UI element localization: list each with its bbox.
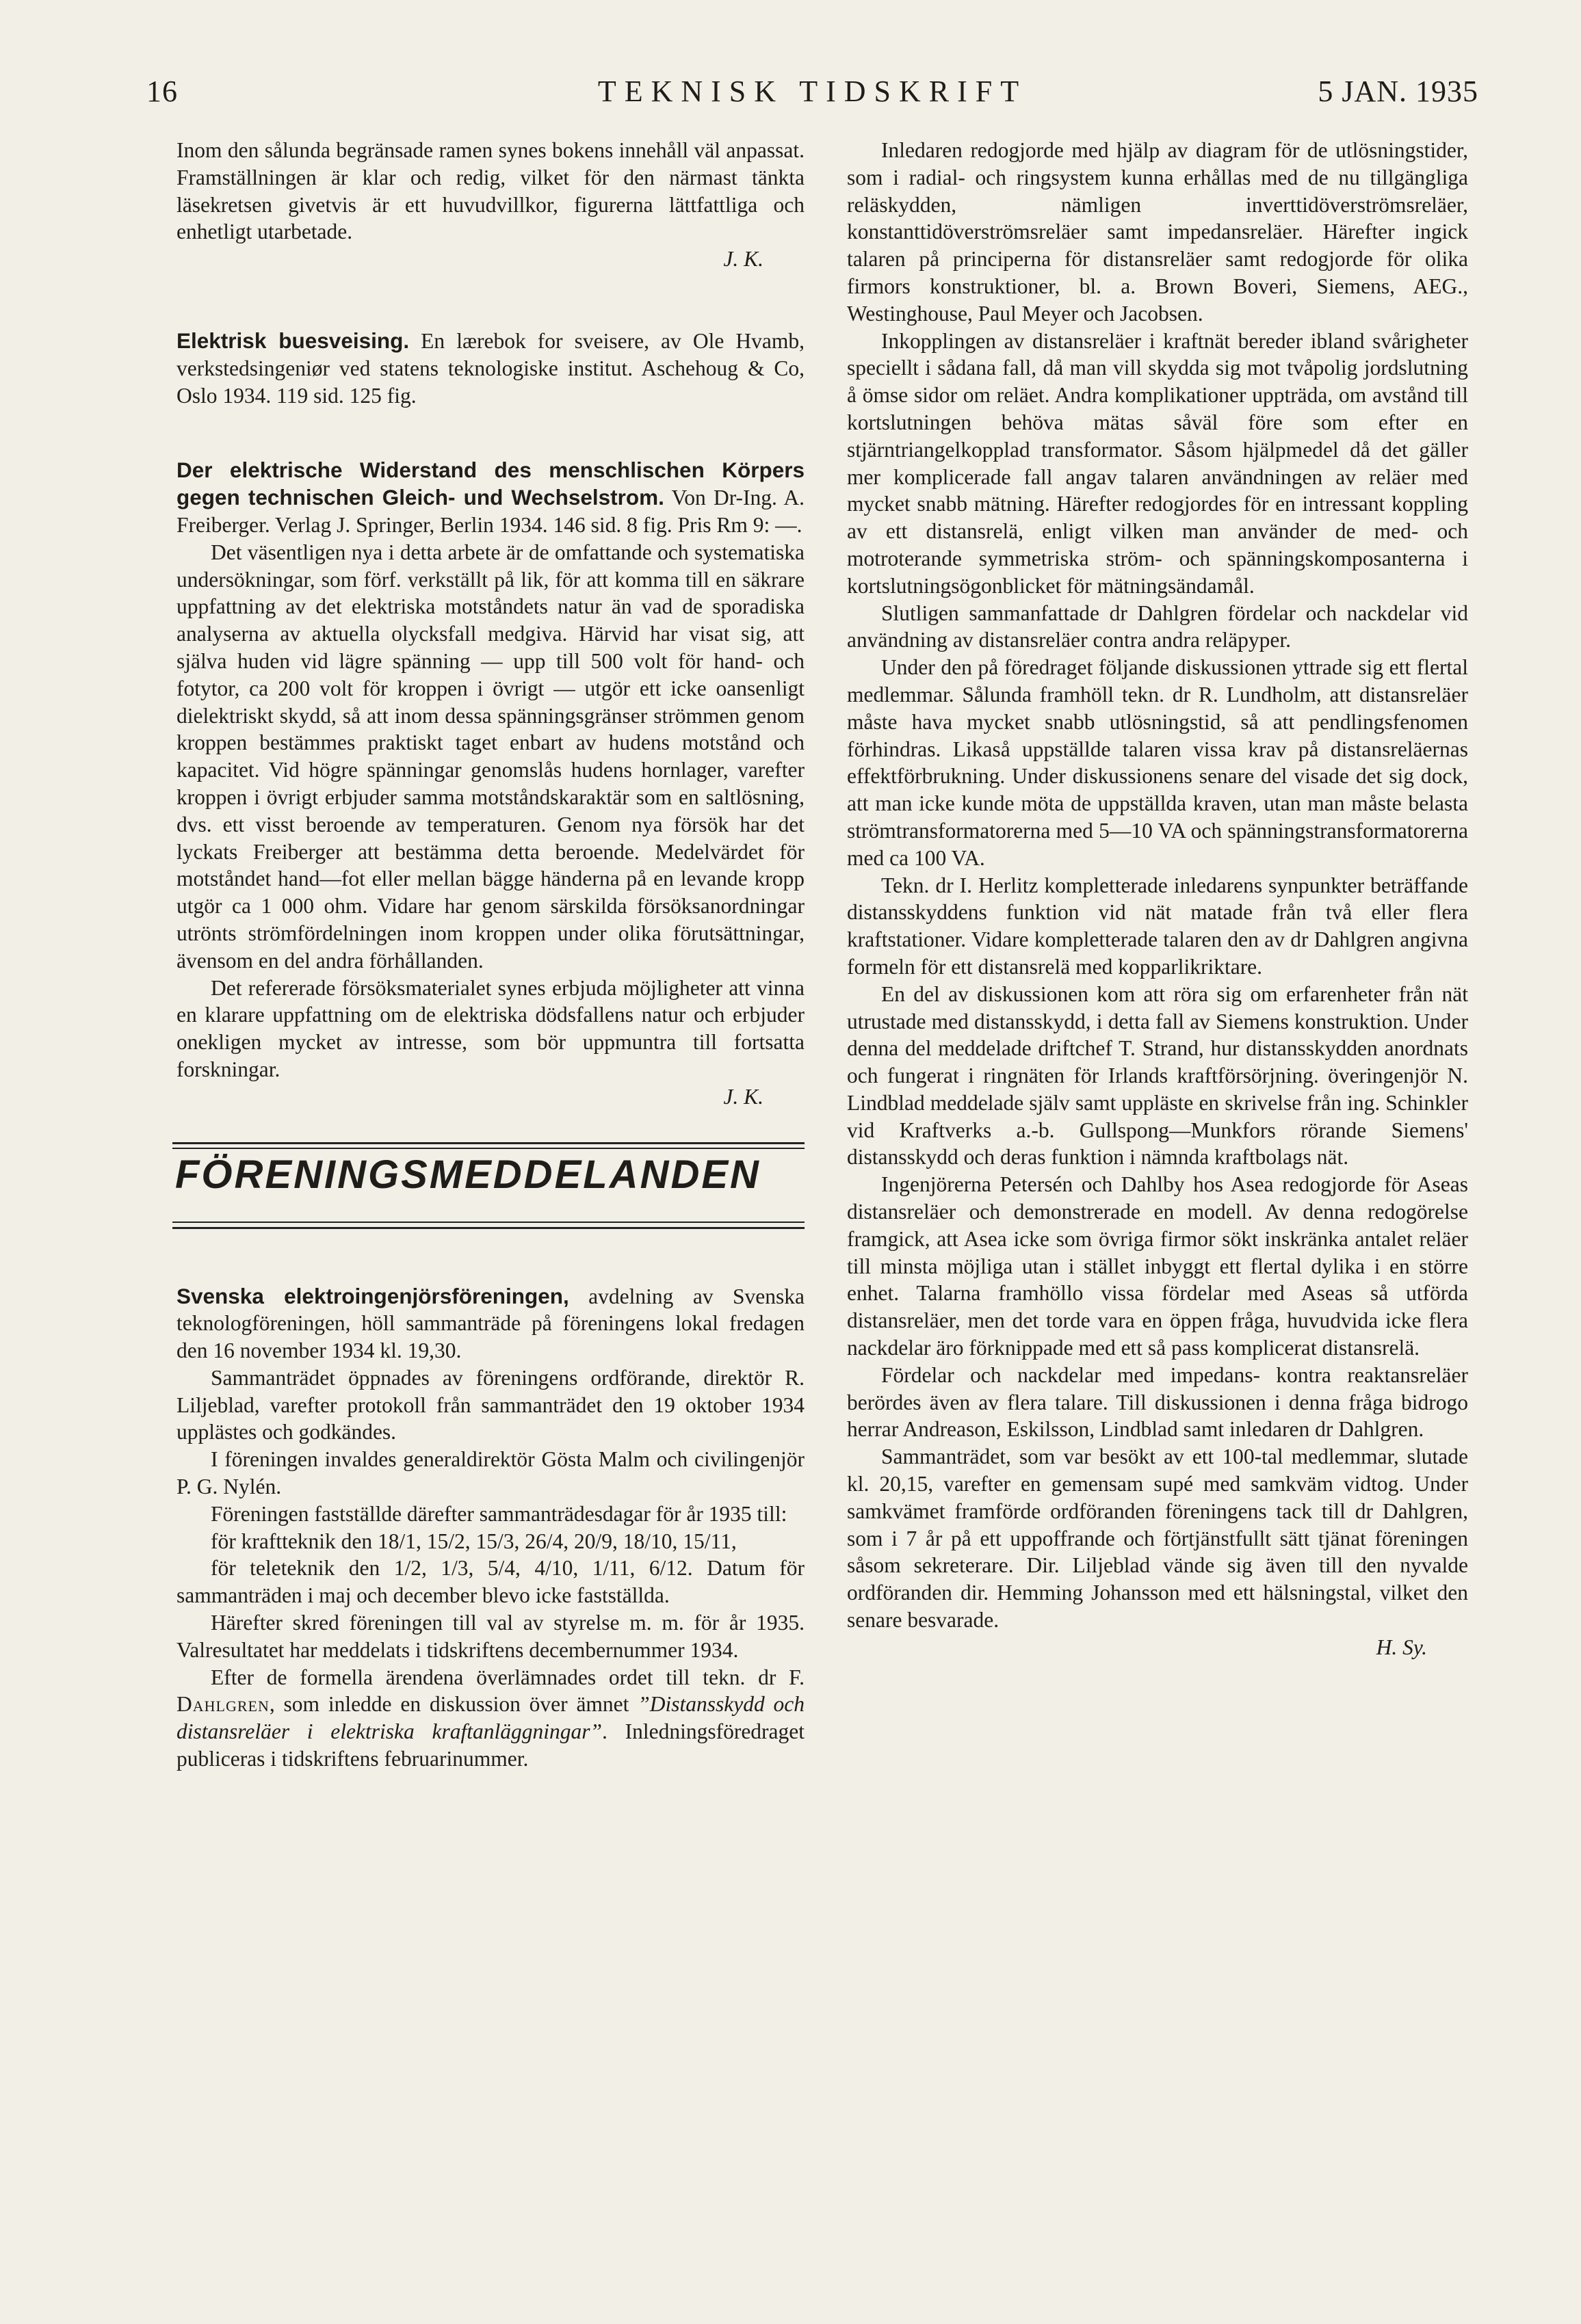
book-review-buesveising [177, 328, 805, 409]
lecture-topic: ”Distansskydd och distansreläer i elektriska kraftanläggningar” [177, 1692, 805, 1744]
divider [172, 1227, 805, 1229]
paragraph: Inledaren redogjorde med hjälp av diagram för de utlösningstider, som i radial- och ringsystem kunna erhållas med de nu tillgängliga reläskydden, nämligen inverttidöverströmsreläer, konstanttidöverströmsreläer samt impedansreläer. Härefter ingick talaren på principerna för distansreläer samt redogjorde för olika firmors konstruktioner, bl. a. Brown Boveri, Siemens, AEG., Westinghouse, Paul Meyer och Jacobsen. [847, 138, 1468, 326]
divider [172, 1222, 805, 1223]
paragraph: Fördelar och nackdelar med impedans- kontra reaktansreläer berördes även av flera talare. Till diskussionen i denna fråga bidrogo herrar Andreason, Eskilsson, Lindblad samt inledaren dr Dahlgren. [847, 1362, 1468, 1442]
right-column [847, 137, 1468, 1661]
paragraph: Sammanträdet öppnades av föreningens ordförande, direktör R. Liljeblad, varefter protokoll från sammanträdet den 19 oktober 1934 upplästes och godkändes. [177, 1365, 805, 1444]
divider [172, 1148, 805, 1149]
reporter-signature: H. Sy. [1376, 1635, 1427, 1659]
paragraph: Tekn. dr I. Herlitz kompletterade inledarens synpunkter beträffande distansskyddens funktion vid nät matade från två eller flera kraftstationer. Vidare kompletterade talaren den av dr Dahlgren angivna formeln för ett distansrelä med kopparlikriktare. [847, 873, 1468, 979]
book-details: En lærebok for sveisere, av Ole Hvamb, verkstedsingeniør ved statens teknologiske institut. Aschehoug & Co, Oslo 1934. 119 sid. 125 fig. [177, 328, 805, 408]
paragraph: för kraftteknik den 18/1, 15/2, 15/3, 26/4, 20/9, 18/10, 15/11, [211, 1529, 737, 1553]
divider [172, 1142, 805, 1144]
paragraph: Slutligen sammanfattade dr Dahlgren fördelar och nackdelar vid användning av distansreläer contra andra reläpyper. [847, 600, 1468, 652]
meeting-report-intro: Svenska elektroingenjörsföreningen, avdelning av Svenska teknologföreningen, höll sammanträde på föreningens lokal fredagen den 16 november 1934 kl. 19,30. [177, 1283, 805, 1363]
paragraph: Föreningen fastställde därefter sammanträdesdagar för år 1935 till: [211, 1501, 787, 1526]
paragraph: Inkopplingen av distansreläer i kraftnät bereder ibland svårigheter speciellt i sådana fall, då man vill skydda sig mot tvåpolig jordslutning å ömse sidor om reläet. Andra komplikationer uppträda, om avstånd till kortslutningen behöva mätas såväl före som efter en stjärntriangelkopplad transformator. Såsom hjälpmedel då det gäller mer komplicerade fall angav talaren användningen av reläer med mycket snabb mätning. Härefter redogjordes för en intressant koppling av ett distansrelä, enligt vilken man använder de med- och motroterande symmetriska ström- och spänningskomposanterna i kortslutningsögonblicket för mätningsändamål. [847, 328, 1468, 598]
paragraph: En del av diskussionen kom att röra sig om erfarenheter från nät utrustade med distansskydd, i detta fall av Siemens konstruktion. Under denna del meddelade driftchef T. Strand, hur distansskydden anordnats och fungerat i ringnäten för Irlands kraftförsörjning. överingenjör N. Lindblad meddelade själv samt uppläste en skrivelse från ing. Schinkler vid Kraftverks a.-b. Gullspong—Munkfors rörande Siemens' distansskydd och deras funktion i nämnda kraftbolags nät. [847, 981, 1468, 1170]
book-title: Der elektrische Widerstand des menschlischen Körpers gegen technischen Gleich- und Wechselstrom. [177, 458, 805, 510]
reviewer-signature: J. K. [723, 1084, 763, 1109]
journal-title: TEKNISK TIDSKRIFT [597, 75, 1028, 108]
society-name: Svenska elektroingenjörsföreningen, [177, 1283, 569, 1308]
paragraph: Under den på föredraget följande diskussionen yttrade sig ett flertal medlemmar. Sålunda framhöll tekn. dr R. Lundholm, att distansreläer måste hava mycket snabb utlösningstid, så att pendlingsfenomen förhindras. Likaså uppställde talaren vissa krav på distansreläernas effektförbrukning. Under diskussionens senare del visade det sig dock, att man icke kunde möta de uppställda kraven, utan man måste belasta strömtransformatorerna med 5—10 VA och spänningstransformatorerna med ca 100 VA. [847, 655, 1468, 870]
paragraph: Ingenjörerna Petersén och Dahlby hos Asea redogjorde för Aseas distansreläer och demonstrerade en modell. Av denna redogörelse framgick, att Asea icke som övriga firmor sökt inskränka antalet reläer till minsta möjliga utan i stället inbyggt ett flertal dylika i en större enhet. Talarna framhöllo vissa fördelar med Aseas så utförda distansreläer, men det torde vara en öppen fråga, huvudvida icke flera nackdelar äro förknippade med ett så pass komplicerat distansrelä. [847, 1172, 1468, 1360]
speaker-name: Dahlgren [177, 1692, 270, 1717]
paragraph: I föreningen invaldes generaldirektör Gösta Malm och civilingenjör P. G. Nylén. [177, 1447, 805, 1499]
paragraph: Det refererade försöksmaterialet synes erbjuda möjligheter att vinna en klarare uppfattning om de elektriska dödsfallens natur och erbjuder onekligen mycket av intresse, som bör uppmuntra till fortsatta forskningar. [177, 975, 805, 1081]
paragraph: Sammanträdet, som var besökt av ett 100-tal medlemmar, slutade kl. 20,15, varefter en gemensam supé med samkväm vidtog. Under samkvämet framförde ordföranden föreningens tack till dr Dahlgren, som i 7 år på ett uppoffrande och förtjänstfullt sätt tjänat föreningen såsom sekreterare. Dir. Liljeblad vände sig även till den nyvalde ordföranden dir. Hemming Johansson med ett hälsningstal, vilket den senare besvarade. [847, 1444, 1468, 1633]
paragraph: Det väsentligen nya i detta arbete är de omfattande och systematiska undersökningar, som förf. verkställt på lik, för att komma till en säkrare uppfattning av det elektriska motståndets natur än vad de sporadiska analyserna av aktuella olycksfall medgiva. Härvid har visat sig, att själva huden vid lägre spänning — upp till 500 volt för hand- och fotytor, ca 200 volt för kroppen i övrigt — utgör ett icke oansenligt dielektriskt skydd, så att inom dessa spänningsgränser strömmen genom kroppen bestämmes praktiskt taget enbart av hudens motstånd och kapacitet. Vid högre spänningar genomslås hudens hornlager, varefter kroppen i övrigt erbjuder samma motståndskaraktär som en saltlösning, dvs. ett visst beroende av temperaturen. Genom nya försök har det lyckats Freiberger att bestämma detta beroende. Medelvärdet för motståndet hand—fot eller mellan bägge händerna på en levande kropp utgör ca 1 000 ohm. Vidare har genom särskilda försöksanordningar utrönts strömfördelningen inom kroppen under olika förutsättningar, ävensom en del andra förhållanden. [177, 540, 805, 973]
paragraph: Härefter skred föreningen till val av styrelse m. m. för år 1935. Valresultatet har meddelats i tidskriftens decembernummer 1934. [177, 1611, 805, 1662]
running-header [146, 74, 1478, 115]
left-column [177, 137, 805, 1773]
book-review-widerstand [177, 457, 805, 538]
book-details: Von Dr-Ing. A. Freiberger. Verlag J. Springer, Berlin 1934. 146 sid. 8 fig. Pris Rm 9: —. [177, 486, 805, 537]
issue-date: 5 JAN. 1935 [1318, 75, 1478, 108]
reviewer-signature: J. K. [723, 247, 763, 272]
paragraph: Efter de formella ärendena överlämnades ordet till tekn. dr F. Dahlgren, som inledde en diskussion över ämnet ”Distansskydd och distansreläer i elektriska kraftanläggningar”. Inledningsföredraget publiceras i tidskriftens februarinummer. [177, 1665, 805, 1771]
book-title: Elektrisk buesveising. [177, 328, 410, 353]
review-continuation: Inom den sålunda begränsade ramen synes bokens innehåll väl anpassat. Framställningen är klar och redig, vilket för den närmast tänkta läsekretsen givetvis är ett huvudvillkor, figurerna lättfattliga och enhetligt utarbetade. [177, 138, 805, 244]
section-heading [172, 1142, 805, 1235]
page-number: 16 [146, 75, 178, 108]
paragraph: för teleteknik den 1/2, 1/3, 5/4, 4/10, 1/11, 6/12. Datum för sammanträden i maj och december blevo icke fastställda. [177, 1556, 805, 1608]
section-title: FÖRENINGSMEDDELANDEN [175, 1152, 761, 1197]
